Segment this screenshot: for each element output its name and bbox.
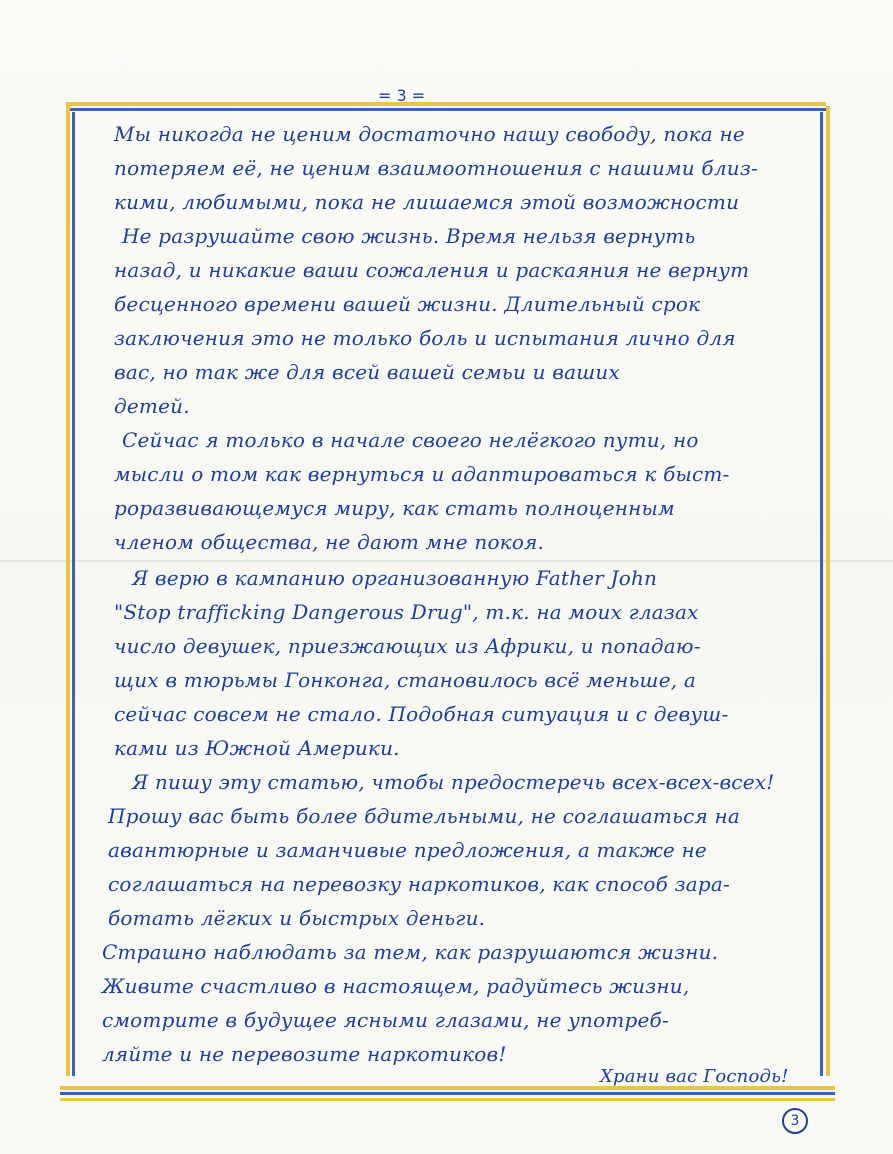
paper-fold	[0, 560, 893, 562]
signoff: Храни вас Господь!	[600, 1066, 789, 1087]
letter-line: вас, но так же для всей вашей семьи и ваших	[114, 360, 620, 384]
page-number: 3	[782, 1108, 808, 1134]
letter-line: сейчас совсем не стало. Подобная ситуация и с девуш-	[114, 702, 729, 726]
border-bottom-yellow-2	[60, 1098, 835, 1101]
letter-line: детей.	[114, 394, 190, 418]
border-left-blue	[72, 112, 75, 1076]
letter-line: смотрите в будущее ясными глазами, не употреб-	[102, 1008, 669, 1032]
letter-line: потеряем её, не ценим взаимоотношения с нашими близ-	[114, 156, 758, 180]
letter-line: соглашаться на перевозку наркотиков, как способ зара-	[108, 872, 730, 896]
letter-line: авантюрные и заманчивые предложения, а также не	[108, 838, 707, 862]
border-top-yellow	[66, 102, 826, 106]
letter-line: Прошу вас быть более бдительными, не соглашаться на	[108, 804, 741, 828]
letter-line: заключения это не только боль и испытания лично для	[114, 326, 736, 350]
letter-line: Живите счастливо в настоящем, радуйтесь жизни,	[102, 974, 690, 998]
letter-line: роразвивающемуся миру, как стать полноценным	[114, 496, 675, 520]
letter-line: мысли о том как вернуться и адаптироваться к быст-	[114, 462, 730, 486]
letter-line: ботать лёгких и быстрых деньги.	[108, 906, 486, 930]
letter-line: Я пишу эту статью, чтобы предостеречь всех-всех-всех!	[132, 770, 775, 794]
letter-line: число девушек, приезжающих из Африки, и попадаю-	[114, 634, 701, 658]
page-marker: = 3 =	[378, 86, 426, 105]
letter-line: Мы никогда не ценим достаточно нашу свободу, пока не	[114, 122, 745, 146]
border-left-yellow	[66, 106, 70, 1076]
border-right-blue	[820, 112, 823, 1076]
letter-line: членом общества, не дают мне покоя.	[114, 530, 545, 554]
letter-line: Не разрушайте свою жизнь. Время нельзя вернуть	[122, 224, 696, 248]
letter-line: ляйте и не перевозите наркотиков!	[102, 1042, 507, 1066]
letter-line: бесценного времени вашей жизни. Длительный срок	[114, 292, 701, 316]
letter-line: ками из Южной Америки.	[114, 736, 400, 760]
border-bottom-blue	[60, 1092, 835, 1095]
border-right-yellow	[826, 106, 830, 1076]
letter-line: Сейчас я только в начале своего нелёгкого пути, но	[122, 428, 699, 452]
border-top-blue	[66, 108, 826, 111]
letter-line: щих в тюрьмы Гонконга, становилось всё меньше, а	[114, 668, 696, 692]
letter-line: кими, любимыми, пока не лишаемся этой возможности	[114, 190, 740, 214]
letter-line: Я верю в кампанию организованную Father John	[132, 566, 658, 590]
letter-line: назад, и никакие ваши сожаления и раскаяния не вернут	[114, 258, 750, 282]
letter-line: "Stop trafficking Dangerous Drug", т.к. на моих глазах	[114, 600, 699, 624]
letter-line: Страшно наблюдать за тем, как разрушаются жизни.	[102, 940, 719, 964]
